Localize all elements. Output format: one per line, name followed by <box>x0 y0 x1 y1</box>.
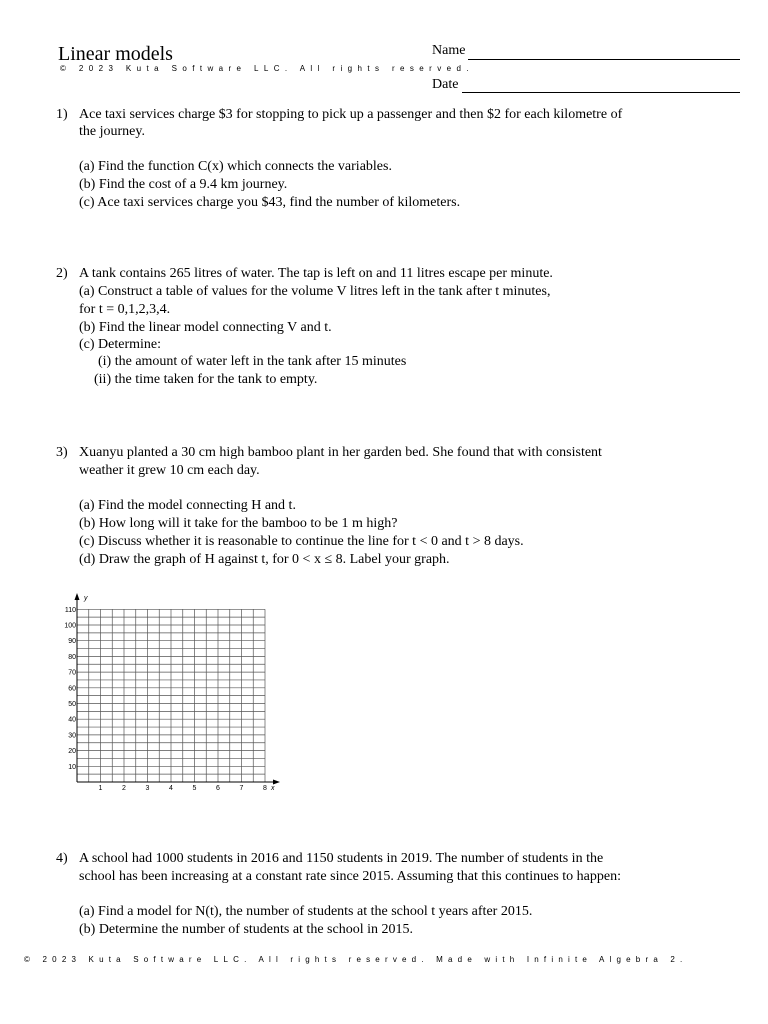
x-tick-label: 4 <box>169 785 173 792</box>
question-part: (b) Determine the number of students at the school in 2015. <box>79 922 413 937</box>
y-tick-label: 20 <box>68 748 76 756</box>
y-axis-label: y <box>84 595 88 602</box>
date-field-line[interactable] <box>462 92 740 93</box>
question-part: (b) Find the cost of a 9.4 km journey. <box>79 177 288 192</box>
question-number: 2) <box>56 266 68 281</box>
question-stem-line: A school had 1000 students in 2016 and 1150 students in 2019. The number of students in the <box>79 851 604 866</box>
question-part: (b) Find the linear model connecting V and t. <box>79 320 332 335</box>
question-part: (b) How long will it take for the bamboo to be 1 m high? <box>79 516 398 531</box>
y-tick-label: 70 <box>68 669 76 677</box>
question-part: (a) Construct a table of values for the volume V litres left in the tank after t minutes, <box>79 284 551 299</box>
x-tick-label: 5 <box>192 785 197 792</box>
question-part: (d) Draw the graph of H against t, for 0 < x ≤ 8. Label your graph. <box>79 552 450 567</box>
header-copyright: © 2023 Kuta Software LLC. All rights reserved. <box>60 64 474 73</box>
question-part: (a) Find the function C(x) which connects the variables. <box>79 159 392 174</box>
y-tick-label: 100 <box>64 622 76 630</box>
question-part: (c) Discuss whether it is reasonable to continue the line for t < 0 and t > 8 days. <box>79 534 524 549</box>
y-tick-labels <box>64 607 76 771</box>
y-tick-label: 40 <box>68 716 76 724</box>
question-stem-line: A tank contains 265 litres of water. The tap is left on and 11 litres escape per minute. <box>79 266 553 281</box>
x-tick-label: 8 <box>263 785 267 792</box>
name-field-line[interactable] <box>468 59 740 60</box>
question-stem-line: Ace taxi services charge $3 for stopping to pick up a passenger and then $2 for each kilometre of <box>79 107 623 122</box>
y-axis-arrow-icon <box>75 593 80 600</box>
name-label: Name <box>432 43 466 58</box>
question-subpart: (ii) the time taken for the tank to empty. <box>94 372 318 387</box>
x-tick-label: 6 <box>216 785 220 792</box>
question-part: (a) Find a model for N(t), the number of students at the school t years after 2015. <box>79 904 533 919</box>
y-tick-label: 50 <box>68 701 76 708</box>
grid-lines <box>77 609 265 782</box>
x-tick-label: 2 <box>122 785 126 792</box>
question-stem-line: the journey. <box>79 124 145 139</box>
worksheet-title: Linear models <box>58 43 173 65</box>
question-subpart: (i) the amount of water left in the tank after 15 minutes <box>98 354 407 369</box>
date-label: Date <box>432 77 459 92</box>
question-stem-line: weather it grew 10 cm each day. <box>79 463 260 478</box>
x-tick-label: 7 <box>239 785 244 792</box>
question-stem-line: Xuanyu planted a 30 cm high bamboo plant in her garden bed. She found that with consistent <box>79 445 602 460</box>
question-part: for t = 0,1,2,3,4. <box>79 302 171 317</box>
y-tick-label: 30 <box>68 732 76 740</box>
y-tick-label: 60 <box>68 685 76 693</box>
x-axis-arrow-icon <box>273 780 280 785</box>
question-part: (c) Determine: <box>79 337 162 352</box>
x-axis-label: x <box>271 785 275 792</box>
y-tick-label: 110 <box>64 606 76 614</box>
x-tick-label: 3 <box>145 785 150 792</box>
question-stem-line: school has been increasing at a constant rate since 2015. Assuming that this continues to happen: <box>79 869 621 884</box>
question-number: 1) <box>56 107 68 122</box>
y-tick-label: 90 <box>68 638 76 646</box>
question-number: 3) <box>56 445 68 460</box>
x-tick-label: 1 <box>98 785 103 792</box>
x-tick-labels <box>99 785 268 792</box>
footer-copyright: © 2023 Kuta Software LLC. All rights reserved. Made with Infinite Algebra 2. <box>24 955 688 964</box>
answer-graph-grid[interactable] <box>60 592 290 802</box>
question-number: 4) <box>56 851 68 866</box>
y-tick-label: 80 <box>68 653 76 661</box>
y-tick-label: 10 <box>68 763 76 771</box>
question-part: (a) Find the model connecting H and t. <box>79 498 296 513</box>
question-part: (c) Ace taxi services charge you $43, find the number of kilometers. <box>79 195 461 210</box>
